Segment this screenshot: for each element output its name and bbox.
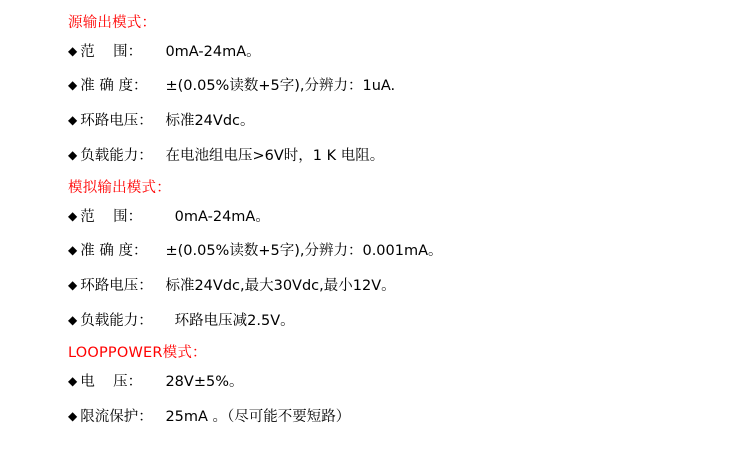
spec-item — [68, 304, 750, 339]
section-looppower-mode — [0, 338, 750, 434]
section-title: LOOPPOWER模式： — [68, 345, 207, 362]
spec-value: 25mA 。（尽可能不要短路） — [156, 408, 351, 425]
spec-value: 环路电压减2.5V。 — [156, 312, 295, 329]
spec-item — [68, 139, 750, 174]
spec-label: 范 围： — [80, 208, 143, 225]
diamond-bullet-icon: ◆ — [68, 78, 78, 93]
spec-value: 28V±5%。 — [156, 373, 244, 390]
spec-item — [68, 69, 750, 104]
diamond-bullet-icon: ◆ — [68, 147, 78, 162]
spec-item — [68, 400, 750, 435]
diamond-bullet-icon: ◆ — [68, 373, 78, 388]
spec-value: ±(0.05%读数+5字),分辨力：0.001mA。 — [156, 243, 443, 260]
section-analog-output-mode — [0, 173, 750, 338]
spec-item — [68, 35, 750, 70]
diamond-bullet-icon: ◆ — [68, 312, 78, 327]
diamond-bullet-icon: ◆ — [68, 43, 78, 58]
spec-value: 标准24Vdc。 — [156, 112, 255, 129]
spec-label: 准 确 度： — [80, 78, 148, 95]
spec-value: 0mA-24mA。 — [156, 208, 270, 225]
spec-item — [68, 365, 750, 400]
diamond-bullet-icon: ◆ — [68, 208, 78, 223]
diamond-bullet-icon: ◆ — [68, 278, 78, 293]
spec-label: 电 压： — [80, 373, 143, 390]
section-title: 模拟输出模式： — [68, 180, 171, 197]
diamond-bullet-icon: ◆ — [68, 408, 78, 423]
spec-value: 0mA-24mA。 — [156, 43, 261, 60]
diamond-bullet-icon: ◆ — [68, 112, 78, 127]
section-title: 源输出模式： — [68, 15, 157, 31]
diamond-bullet-icon: ◆ — [68, 243, 78, 258]
spec-value: 标准24Vdc,最大30Vdc,最小12V。 — [156, 278, 396, 295]
spec-item — [68, 269, 750, 304]
spec-label: 准 确 度： — [80, 243, 148, 260]
spec-label: 负载能力： — [80, 147, 153, 164]
spec-item — [68, 200, 750, 235]
section-source-output-mode — [0, 8, 750, 173]
spec-label: 环路电压： — [80, 278, 153, 295]
spec-label: 限流保护： — [80, 408, 153, 425]
spec-item — [68, 234, 750, 269]
spec-value: ±(0.05%读数+5字),分辨力：1uA. — [156, 78, 396, 95]
spec-item — [68, 104, 750, 139]
spec-value: 在电池组电压>6V时，1 K 电阻。 — [156, 147, 385, 164]
spec-label: 环路电压： — [80, 112, 153, 129]
spec-label: 负载能力： — [80, 312, 153, 329]
spec-label: 范 围： — [80, 43, 143, 60]
